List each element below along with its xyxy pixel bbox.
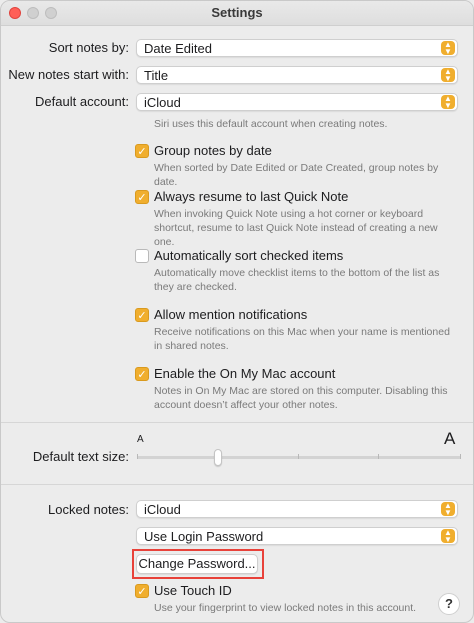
option-description: Notes in On My Mac are stored on this computer. Disabling this account doesn’t affect your other notes.	[154, 385, 448, 411]
large-text-icon: A	[444, 429, 456, 448]
text-size-slider[interactable]	[137, 456, 461, 459]
option-description: Receive notifications on this Mac when your name is mentioned in shared notes.	[154, 326, 450, 352]
separator	[1, 422, 473, 423]
option-label: Enable the On My Mac account	[154, 366, 336, 381]
checkbox-checked-icon[interactable]: ✓	[135, 367, 149, 381]
slider-tick	[298, 454, 299, 459]
new-notes-label: New notes start with:	[8, 67, 129, 82]
sort-popup[interactable]	[136, 39, 458, 57]
slider-tick	[460, 454, 461, 459]
default-account-label: Default account:	[35, 94, 129, 109]
locked-password-popup[interactable]	[136, 527, 458, 545]
text-size-label: Default text size:	[32, 449, 129, 464]
small-text-icon: A	[137, 434, 144, 445]
default-account-hint: Siri uses this default account when creating notes.	[154, 118, 388, 130]
default-account-popup[interactable]	[136, 93, 458, 111]
text-size-slider-knob[interactable]	[214, 449, 222, 466]
change-password-button[interactable]: Change Password...	[136, 554, 258, 574]
popup-arrows-icon: ▲ ▼	[441, 502, 455, 516]
sort-value: Date Edited	[144, 41, 212, 56]
separator	[1, 484, 473, 485]
option-label: Group notes by date	[154, 143, 272, 158]
option-description: Use your fingerprint to view locked notes in this account.	[154, 602, 417, 614]
locked-account-value: iCloud	[144, 502, 181, 517]
help-button[interactable]: ?	[438, 593, 460, 615]
locked-notes-label: Locked notes:	[48, 502, 129, 517]
sort-label: Sort notes by:	[48, 40, 129, 55]
new-notes-popup[interactable]	[136, 66, 458, 84]
checkbox-checked-icon[interactable]: ✓	[135, 584, 149, 598]
popup-arrows-icon: ▲ ▼	[441, 41, 455, 55]
option-label: Use Touch ID	[154, 583, 232, 598]
option-label: Always resume to last Quick Note	[154, 189, 349, 204]
popup-arrows-icon: ▲ ▼	[441, 95, 455, 109]
checkbox-checked-icon[interactable]: ✓	[135, 144, 149, 158]
default-account-value: iCloud	[144, 95, 181, 110]
option-label: Allow mention notifications	[154, 307, 308, 322]
popup-arrows-icon: ▲ ▼	[441, 529, 455, 543]
checkbox-checked-icon[interactable]: ✓	[135, 190, 149, 204]
locked-password-value: Use Login Password	[144, 529, 264, 544]
option-description: Automatically move checklist items to the bottom of the list as they are checked.	[154, 267, 440, 293]
window-title: Settings	[211, 5, 263, 20]
checkbox-checked-icon[interactable]: ✓	[135, 308, 149, 322]
option-description: When sorted by Date Edited or Date Created, group notes by date.	[154, 162, 439, 188]
slider-tick	[378, 454, 379, 459]
checkbox-unchecked-icon[interactable]	[135, 249, 149, 263]
popup-arrows-icon: ▲ ▼	[441, 68, 455, 82]
slider-tick	[137, 454, 138, 459]
option-description: When invoking Quick Note using a hot corner or keyboard shortcut, resume to last Quick Note instead of creating a new one.	[154, 208, 438, 248]
title-bar	[1, 1, 473, 26]
locked-notes-account-popup[interactable]	[136, 500, 458, 518]
new-notes-value: Title	[144, 68, 169, 83]
option-label: Automatically sort checked items	[154, 248, 344, 263]
